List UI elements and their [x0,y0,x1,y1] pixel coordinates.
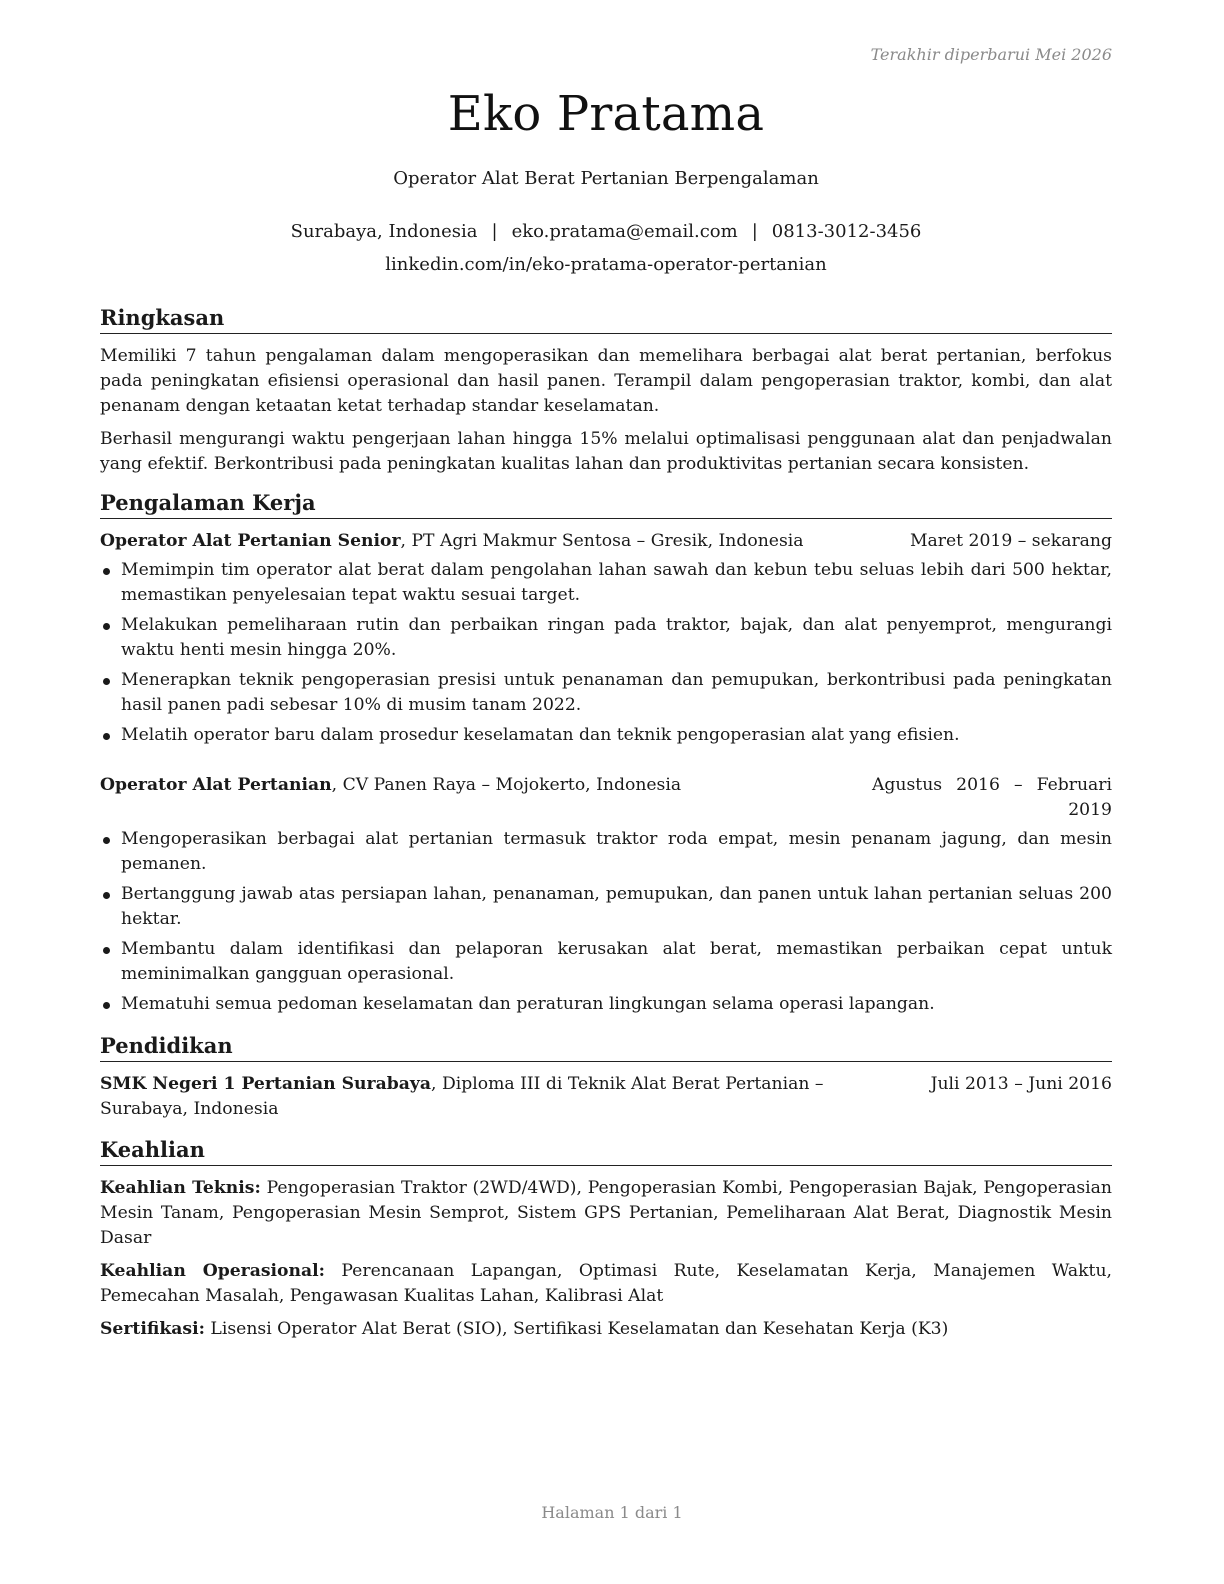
job-dates: Agustus 2016 – Februari 2019 [872,775,1112,820]
skill-text: Perencanaan Lapangan, Optimasi Rute, Keselamatan Kerja, Manajemen Waktu, Pemecahan Masalah, Pengawasan Kualitas Lahan, Kalibrasi Alat [100,1261,1112,1306]
job-bullet-list [100,827,1112,1017]
education-dates: Juli 2013 – Juni 2016 [930,1074,1112,1094]
job-bullet: Membantu dalam identifikasi dan pelaporan kerusakan alat berat, memastikan perbaikan cepat untuk meminimalkan gangguan operasional. [100,937,1112,987]
skill-row [100,1176,1112,1251]
job-company: , PT Agri Makmur Sentosa – Gresik, Indonesia [400,531,804,551]
job-bullet: Melakukan pemeliharaan rutin dan perbaikan ringan pada traktor, bajak, dan alat penyemprot, mengurangi waktu henti mesin hingga 20%. [100,613,1112,663]
job-bullet: Bertanggung jawab atas persiapan lahan, penanaman, pemupukan, dan panen untuk lahan pertanian seluas 200 hektar. [100,882,1112,932]
job-role: Operator Alat Pertanian [100,775,332,795]
section-title-summary: Ringkasan [100,304,1112,334]
skill-text: Lisensi Operator Alat Berat (SIO), Sertifikasi Keselamatan dan Kesehatan Kerja (K3) [204,1319,949,1339]
education-detail: , Diploma III di Teknik Alat Berat Pertanian – Surabaya, Indonesia [100,1074,824,1119]
page-footer: Halaman 1 dari 1 [541,1503,683,1522]
summary-paragraph: Memiliki 7 tahun pengalaman dalam mengoperasikan dan memelihara berbagai alat berat pertanian, berfokus pada peningkatan efisiensi operasional dan hasil panen. Terampil dalam pengoperasian traktor, kombi, dan alat penanam dengan ketaatan ketat terhadap standar keselamatan. [100,346,1112,416]
skill-label: Sertifikasi: [100,1319,205,1339]
contact-phone: 0813-3012-3456 [771,221,922,242]
job-bullet-list [100,558,1112,748]
skill-text: Pengoperasian Traktor (2WD/4WD), Pengoperasian Kombi, Pengoperasian Bajak, Pengoperasian Mesin Tanam, Pengoperasian Mesin Semprot, Sistem GPS Pertanian, Pemeliharaan Alat Berat, Diagnostik Mesin Dasar [100,1178,1113,1248]
contact-email[interactable]: eko.pratama@email.com [511,221,738,242]
education-school: SMK Negeri 1 Pertanian Surabaya [100,1074,432,1094]
job-role: Operator Alat Pertanian Senior [100,531,401,551]
job-dates: Maret 2019 – sekarang [909,531,1112,551]
job-bullet: Menerapkan teknik pengoperasian presisi untuk penanaman dan pemupukan, berkontribusi pada peningkatan hasil panen padi sebesar 10% di musim tanam 2022. [100,668,1112,718]
job-header [100,529,1112,554]
job-bullet: Memimpin tim operator alat berat dalam pengolahan lahan sawah dan kebun tebu seluas lebih dari 500 hektar, memastikan penyelesaian tepat waktu sesuai target. [100,558,1112,608]
contact-separator: | [491,221,498,242]
contact-line [100,221,1112,242]
skill-label: Keahlian Teknis: [100,1178,261,1198]
contact-location: Surabaya, Indonesia [290,221,478,242]
skill-row [100,1259,1112,1309]
contact-linkedin[interactable]: linkedin.com/in/eko-pratama-operator-pertanian [385,254,827,275]
job-bullet: Melatih operator baru dalam prosedur keselamatan dan teknik pengoperasian alat yang efisien. [100,723,1112,748]
summary-paragraph: Berhasil mengurangi waktu pengerjaan lahan hingga 15% melalui optimalisasi penggunaan alat dan penjadwalan yang efektif. Berkontribusi pada peningkatan kualitas lahan dan produktivitas pertanian secara konsisten. [100,429,1112,474]
section-title-skills: Keahlian [100,1136,1112,1166]
section-title-education: Pendidikan [100,1032,1112,1062]
job-company: , CV Panen Raya – Mojokerto, Indonesia [331,775,682,795]
job-bullet: Mematuhi semua pedoman keselamatan dan peraturan lingkungan selama operasi lapangan. [100,992,1112,1017]
job-bullet: Mengoperasikan berbagai alat pertanian termasuk traktor roda empat, mesin penanam jagung, dan mesin pemanen. [100,827,1112,877]
resume-body [100,304,1112,1350]
candidate-name: Eko Pratama [447,86,765,142]
skill-label: Keahlian Operasional: [100,1261,326,1281]
contact-separator: | [751,221,758,242]
skill-row [100,1317,1112,1342]
section-title-experience: Pengalaman Kerja [100,489,1112,519]
candidate-headline: Operator Alat Berat Pertanian Berpengalaman [393,168,819,189]
job-header [100,773,1112,823]
education-entry [100,1072,1112,1122]
last-updated-note: Terakhir diperbarui Mei 2026 [870,45,1112,64]
